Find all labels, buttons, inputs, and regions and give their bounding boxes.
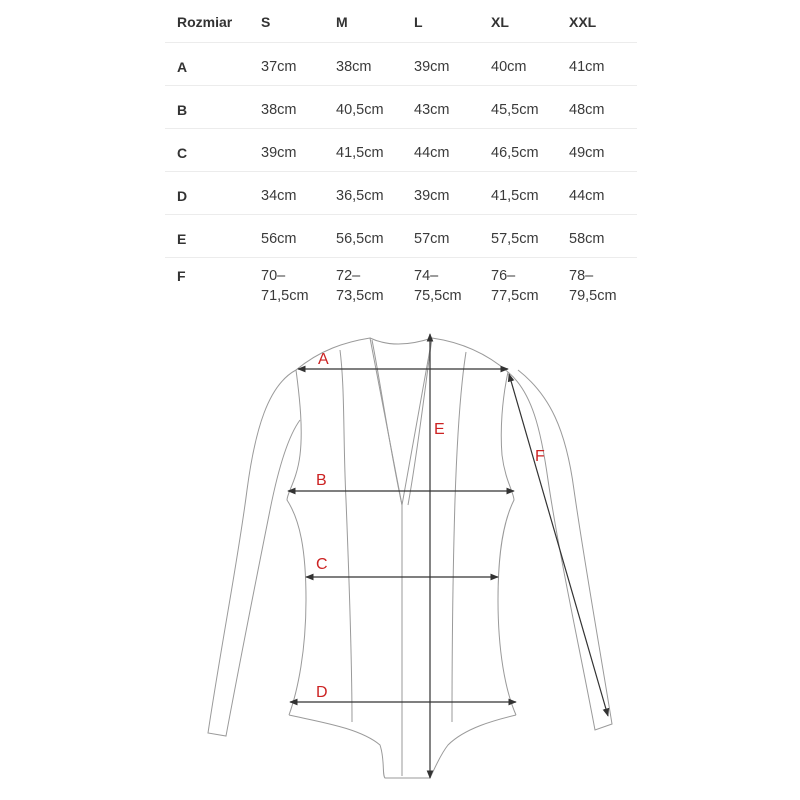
bottom-outline [289,715,516,778]
row-label: F [177,268,186,284]
label-e: E [434,421,445,438]
right-sleeve-outline [508,370,612,730]
table-cell: 70– 71,5cm [261,268,309,304]
label-c: C [316,556,328,573]
measurement-arrows [288,334,608,778]
seam-right-inner [408,338,432,505]
table-cell: 38cm [336,59,372,75]
right-body-side [498,372,516,715]
table-cell: 49cm [569,145,605,161]
table-cell: 56,5cm [336,231,384,247]
table-cell: 39cm [414,188,450,204]
header-size-m: M [336,14,348,30]
table-cell: 76– 77,5cm [491,268,539,304]
table-cell: 40cm [491,59,527,75]
arrow-f [509,374,608,716]
measurement-labels [316,351,545,701]
table-cell: 46,5cm [491,145,539,161]
size-table [165,0,637,316]
shoulder-neckline [296,338,508,505]
table-cell: 38cm [261,102,297,118]
table-cell: 39cm [261,145,297,161]
table-cell: 56cm [261,231,297,247]
table-cell: 36,5cm [336,188,384,204]
table-cell: 72– 73,5cm [336,268,384,304]
table-cell: 44cm [569,188,605,204]
table-cell: 37cm [261,59,297,75]
table-cell: 57,5cm [491,231,539,247]
table-cell: 78– 79,5cm [569,268,617,304]
label-a: A [318,351,329,368]
seam-left-outer [340,350,352,722]
header-size-s: S [261,14,271,30]
row-label: B [177,102,188,118]
table-cell: 41,5cm [336,145,384,161]
left-sleeve-outline [208,370,300,736]
table-cell: 34cm [261,188,297,204]
row-label: D [177,188,188,204]
table-row [165,43,637,86]
seam-left-inner [372,340,402,776]
table-cell: 43cm [414,102,450,118]
table-cell: 40,5cm [336,102,384,118]
neck-back [370,338,432,344]
table-cell: 45,5cm [491,102,539,118]
header-size-label: Rozmiar [177,14,233,30]
row-label: E [177,231,187,247]
table-cell: 48cm [569,102,605,118]
table-row [165,258,637,316]
table-row [165,129,637,172]
table-cell: 44cm [414,145,450,161]
row-label: A [177,59,188,75]
label-b: B [316,472,327,489]
header-size-xl: XL [491,14,509,30]
table-row [165,86,637,129]
table-row [165,215,637,258]
table-cell: 58cm [569,231,605,247]
header-size-l: L [414,14,423,30]
table-cell: 39cm [414,59,450,75]
label-d: D [316,684,328,701]
table-cell: 41,5cm [491,188,539,204]
table-row [165,172,637,215]
seam-right-outer [452,352,466,722]
table-cell: 41cm [569,59,605,75]
label-f: F [535,448,545,465]
table-cell: 57cm [414,231,450,247]
garment-outline [208,338,612,778]
left-body-side [287,370,306,715]
table-cell: 74– 75,5cm [414,268,462,304]
header-size-xxl: XXL [569,14,597,30]
table-header-row [165,0,637,43]
row-label: C [177,145,188,161]
